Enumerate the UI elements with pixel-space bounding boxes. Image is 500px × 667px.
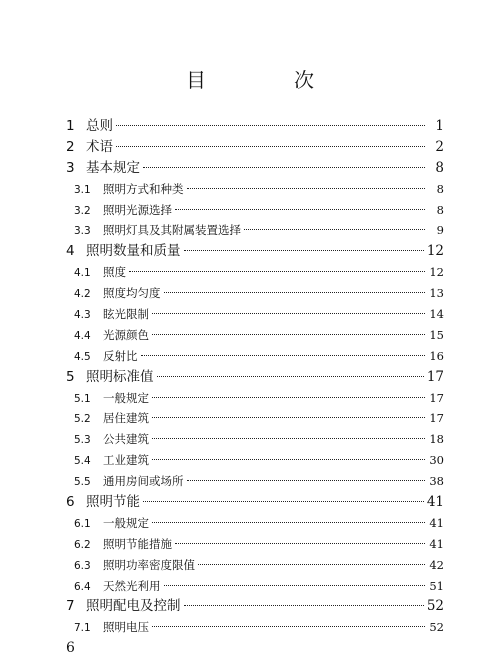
toc-dot-leader [198, 564, 425, 565]
toc-entry-page: 30 [429, 453, 444, 468]
toc-dot-leader [152, 522, 425, 523]
toc-section-row[interactable] [66, 346, 444, 367]
toc-entry-page: 12 [429, 265, 444, 280]
toc-section-row[interactable] [66, 576, 444, 597]
toc-entry-title: 总则 [86, 118, 113, 134]
toc-entry-number: 7 [66, 598, 75, 615]
toc-entry-title: 照明灯具及其附属装置选择 [103, 223, 241, 238]
toc-entry-number: 4.2 [74, 288, 91, 301]
toc-entry-number: 4.3 [74, 309, 91, 322]
toc-section-row[interactable] [66, 220, 444, 241]
toc-dot-leader [152, 626, 425, 627]
toc-entry-page: 13 [429, 286, 444, 301]
toc-chapter-row[interactable] [66, 137, 444, 158]
toc-entry-title: 照明节能 [86, 494, 140, 511]
toc-dot-leader [152, 438, 425, 439]
toc-entry-page: 41 [426, 494, 444, 511]
toc-dot-leader [143, 501, 424, 502]
toc-chapter-row[interactable] [66, 116, 444, 137]
toc-entry-number: 3.3 [74, 225, 91, 238]
toc-entry-title: 光源颜色 [103, 327, 149, 342]
toc-entry-number: 3.2 [74, 204, 91, 217]
toc-entry-page: 16 [429, 348, 444, 363]
toc-dot-leader [187, 188, 426, 189]
toc-entry-number: 6.4 [74, 580, 91, 593]
toc-entry-title: 照明方式和种类 [103, 181, 184, 196]
toc-section-row[interactable] [66, 513, 444, 534]
toc-entry-title: 照明功率密度限值 [103, 557, 195, 572]
toc-entry-title: 眩光限制 [103, 307, 149, 322]
toc-entry-title: 居住建筑 [103, 411, 149, 426]
toc-section-row[interactable] [66, 325, 444, 346]
toc-entry-title: 照明数量和质量 [86, 243, 181, 260]
table-of-contents [66, 116, 444, 638]
toc-chapter-row[interactable] [66, 492, 444, 513]
toc-entry-number: 6.2 [74, 538, 91, 551]
toc-dot-leader [164, 292, 426, 293]
toc-dot-leader [164, 585, 426, 586]
toc-dot-leader [187, 480, 426, 481]
toc-entry-page: 8 [435, 159, 444, 176]
toc-entry-title: 照度均匀度 [103, 286, 161, 301]
toc-entry-page: 17 [426, 368, 444, 385]
toc-dot-leader [175, 543, 425, 544]
toc-entry-page: 17 [429, 390, 444, 405]
toc-entry-number: 2 [66, 138, 75, 155]
toc-entry-page: 1 [435, 118, 444, 134]
toc-entry-number: 4.4 [74, 329, 91, 342]
toc-dot-leader [152, 334, 425, 335]
toc-entry-title: 一般规定 [103, 515, 149, 530]
toc-entry-title: 工业建筑 [103, 453, 149, 468]
toc-entry-number: 1 [66, 118, 75, 134]
toc-section-row[interactable] [66, 179, 444, 200]
toc-entry-page: 12 [426, 243, 444, 260]
toc-entry-page: 17 [429, 411, 444, 426]
toc-entry-title: 通用房间或场所 [103, 474, 184, 489]
toc-dot-leader [244, 229, 425, 230]
toc-entry-page: 8 [436, 202, 444, 217]
toc-dot-leader [116, 146, 425, 147]
toc-entry-number: 3.1 [74, 183, 91, 196]
toc-section-row[interactable] [66, 471, 444, 492]
toc-entry-title: 天然光利用 [103, 578, 161, 593]
toc-entry-number: 5 [66, 368, 75, 385]
toc-entry-page: 41 [429, 515, 444, 530]
toc-entry-page: 2 [435, 138, 444, 155]
toc-dot-leader [129, 271, 425, 272]
toc-dot-leader [152, 397, 425, 398]
toc-entry-title: 照明配电及控制 [86, 598, 181, 615]
toc-chapter-row[interactable] [66, 596, 444, 617]
toc-section-row[interactable] [66, 429, 444, 450]
toc-entry-number: 5.2 [74, 413, 91, 426]
toc-entry-number: 4.5 [74, 350, 91, 363]
toc-entry-number: 6.1 [74, 517, 91, 530]
toc-entry-page: 51 [429, 578, 444, 593]
toc-entry-number: 4.1 [74, 267, 91, 280]
toc-entry-number: 5.3 [74, 434, 91, 447]
toc-entry-title: 照明节能措施 [103, 536, 172, 551]
toc-dot-leader [152, 313, 425, 314]
toc-dot-leader [116, 125, 425, 126]
toc-dot-leader [157, 376, 424, 377]
toc-section-row[interactable] [66, 450, 444, 471]
toc-section-row[interactable] [66, 534, 444, 555]
toc-entry-title: 照度 [103, 265, 126, 280]
toc-section-row[interactable] [66, 555, 444, 576]
toc-section-row[interactable] [66, 283, 444, 304]
toc-entry-title: 反射比 [103, 348, 138, 363]
page-number: 6 [66, 640, 75, 656]
toc-entry-page: 42 [429, 557, 444, 572]
toc-section-row[interactable] [66, 262, 444, 283]
toc-entry-title: 公共建筑 [103, 432, 149, 447]
toc-entry-page: 38 [429, 474, 444, 489]
toc-entry-title: 一般规定 [103, 390, 149, 405]
toc-entry-title: 基本规定 [86, 159, 140, 176]
toc-dot-leader [152, 417, 425, 418]
toc-dot-leader [175, 209, 425, 210]
toc-entry-page: 18 [429, 432, 444, 447]
toc-entry-page: 52 [429, 620, 444, 635]
toc-dot-leader [184, 250, 424, 251]
toc-section-row[interactable] [66, 408, 444, 429]
page-title: 目 次 [186, 68, 348, 92]
toc-entry-number: 6 [66, 494, 75, 511]
toc-section-row[interactable] [66, 617, 444, 638]
toc-entry-page: 41 [429, 536, 444, 551]
toc-entry-title: 照明光源选择 [103, 202, 172, 217]
toc-chapter-row[interactable] [66, 241, 444, 262]
toc-entry-page: 15 [429, 327, 444, 342]
toc-entry-number: 5.1 [74, 392, 91, 405]
toc-chapter-row[interactable] [66, 158, 444, 179]
toc-entry-title: 照明电压 [103, 620, 149, 635]
toc-dot-leader [184, 605, 424, 606]
toc-section-row[interactable] [66, 200, 444, 221]
toc-entry-number: 7.1 [74, 622, 91, 635]
toc-entry-number: 5.4 [74, 455, 91, 468]
toc-entry-page: 52 [426, 598, 444, 615]
toc-section-row[interactable] [66, 388, 444, 409]
toc-dot-leader [143, 167, 425, 168]
toc-entry-number: 3 [66, 159, 75, 176]
toc-chapter-row[interactable] [66, 367, 444, 388]
toc-entry-number: 5.5 [74, 476, 91, 489]
toc-entry-page: 8 [436, 181, 444, 196]
toc-dot-leader [152, 459, 425, 460]
toc-entry-page: 9 [436, 223, 444, 238]
toc-section-row[interactable] [66, 304, 444, 325]
toc-dot-leader [141, 355, 426, 356]
toc-entry-title: 术语 [86, 138, 113, 155]
toc-entry-number: 4 [66, 243, 75, 260]
toc-entry-page: 14 [429, 307, 444, 322]
toc-entry-number: 6.3 [74, 559, 91, 572]
toc-entry-title: 照明标准值 [86, 368, 154, 385]
